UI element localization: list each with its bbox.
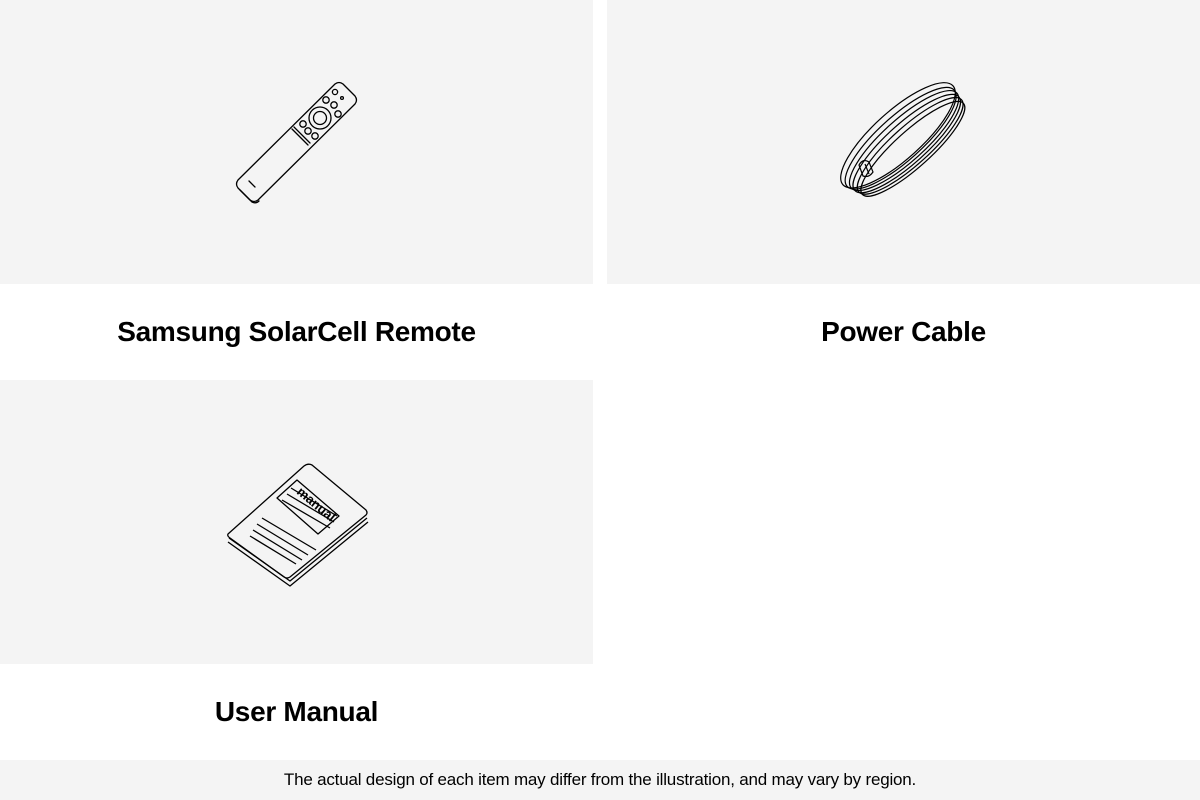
- remote-control-icon: [0, 0, 593, 284]
- item-illustration-panel: [0, 380, 593, 664]
- user-manual-icon: [0, 380, 593, 664]
- item-card-remote: [0, 0, 593, 380]
- item-label-power-cable: Power Cable: [821, 316, 986, 347]
- item-label-remote: Samsung SolarCell Remote: [117, 316, 476, 347]
- manual-cover-text: manual: [294, 483, 339, 525]
- disclaimer-text: The actual design of each item may differ from the illustration, and may vary by region.: [283, 770, 917, 789]
- item-card-power-cable: [607, 0, 1200, 380]
- disclaimer-footer: [0, 760, 1200, 800]
- item-illustration-panel: [0, 0, 593, 284]
- item-card-user-manual: [0, 380, 593, 760]
- item-illustration-panel: [607, 0, 1200, 284]
- item-label-user-manual: User Manual: [214, 696, 379, 727]
- power-cable-icon: [607, 0, 1200, 284]
